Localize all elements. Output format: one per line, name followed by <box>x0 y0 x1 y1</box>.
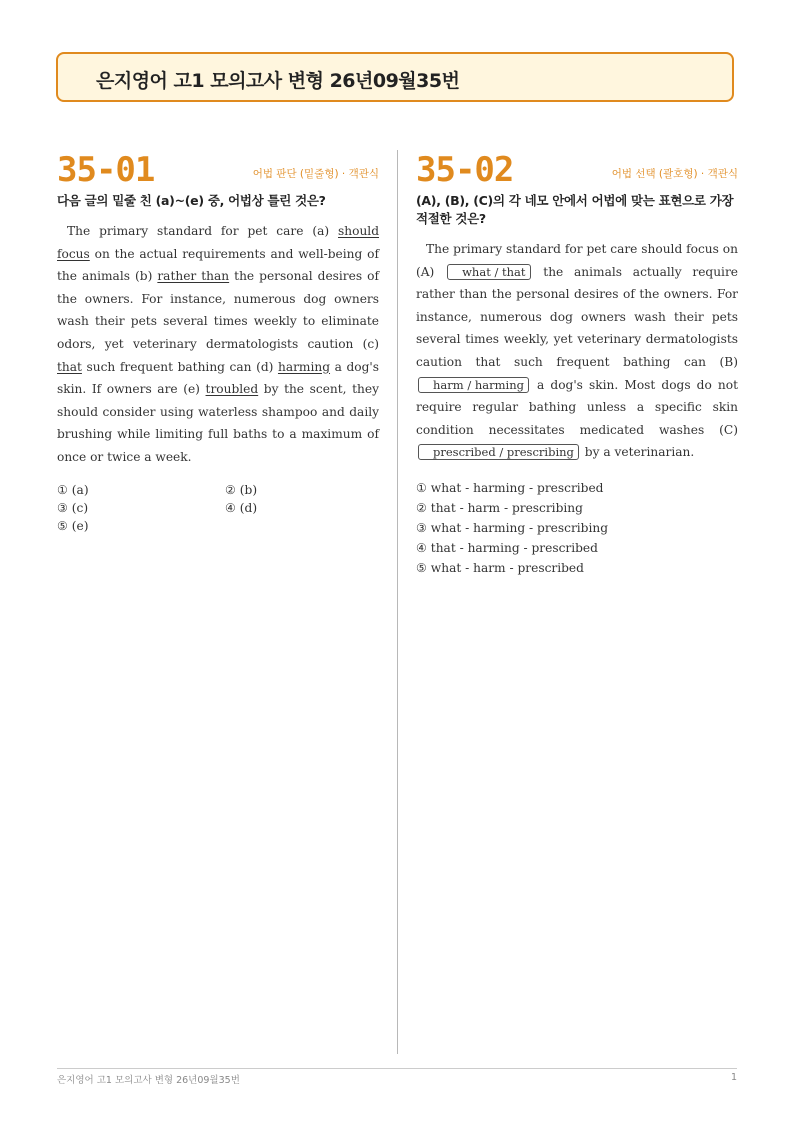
passage-text: The primary standard for pet care should focus on (A) <box>416 242 738 279</box>
question-number: 35-01 <box>57 150 155 190</box>
option-3[interactable]: ③ what - harming - prescribing <box>416 520 609 535</box>
option-2[interactable]: ② that - harm - prescribing <box>416 500 583 515</box>
question-instruction: (A), (B), (C)의 각 네모 안에서 어법에 맞는 표현으로 가장 적절한 것은? <box>416 193 734 226</box>
choice-box-a: what / that <box>447 264 530 280</box>
column-divider <box>397 150 398 1054</box>
underlined-e: troubled <box>205 382 259 397</box>
option-3[interactable]: ③ (c) <box>57 500 89 515</box>
question-number: 35-02 <box>416 150 514 190</box>
passage-text: by a veterinarian. <box>580 445 695 460</box>
passage-text: the animals actually require rather than the personal desires of the owners. For instance, numerous dog owners wash their pets several times weekly, yet veterinary dermatologists caution that such frequent bathing can (B) <box>416 264 738 369</box>
option-5[interactable]: ⑤ what - harm - prescribed <box>416 560 584 575</box>
passage <box>57 220 379 469</box>
passage-text: by the scent, they should consider using waterless shampoo and daily brushing while limiting full baths to a maximum of once or twice a week. <box>57 382 379 464</box>
page-number: 1 <box>730 1072 737 1083</box>
footer-title: 은지영어 고1 모의고사 변형 26년09월35번 <box>57 1075 240 1086</box>
footer-divider <box>57 1068 737 1069</box>
option-5[interactable]: ⑤ (e) <box>57 518 89 533</box>
passage-text: such frequent bathing can (d) <box>81 359 278 374</box>
underlined-d: harming <box>277 359 331 374</box>
option-4[interactable]: ④ that - harming - prescribed <box>416 540 598 555</box>
header-banner <box>56 52 734 102</box>
option-1[interactable]: ① what - harming - prescribed <box>416 480 604 495</box>
question-35-01 <box>57 150 379 533</box>
choice-box-c: prescribed / prescribing <box>418 444 579 460</box>
passage-text: a dog's skin. If owners are (e) <box>57 359 379 397</box>
question-type: 어법 판단 (밑줄형) · 객관식 <box>252 168 379 180</box>
question-35-02 <box>416 150 738 578</box>
question-instruction: 다음 글의 밑줄 친 (a)~(e) 중, 어법상 틀린 것은? <box>57 193 326 208</box>
underlined-b: rather than <box>157 269 230 284</box>
option-2[interactable]: ② (b) <box>225 482 258 497</box>
choice-box-b: harm / harming <box>418 377 529 393</box>
underlined-c: that <box>57 359 82 374</box>
question-type: 어법 선택 (괄호형) · 객관식 <box>611 168 738 180</box>
option-1[interactable]: ① (a) <box>57 482 89 497</box>
passage <box>416 238 738 464</box>
answer-options <box>416 478 738 578</box>
page-title: 은지영어 고1 모의고사 변형 26년09월35번 <box>96 70 460 92</box>
underlined-a: should focus <box>57 224 379 261</box>
option-4[interactable]: ④ (d) <box>225 500 258 515</box>
answer-options <box>57 483 379 533</box>
passage-text: on the actual requirements and well-being of the animals (b) <box>57 246 379 284</box>
passage-text: the personal desires of the owners. For instance, numerous dog owners wash their pets several times weekly to eliminate odors, yet veterinary dermatologists caution (c) <box>57 269 379 351</box>
passage-text: a dog's skin. Most dogs do not require regular bathing unless a specific skin condition necessitates medicated washes (C) <box>416 377 738 437</box>
passage-text: The primary standard for pet care (a) <box>67 224 338 238</box>
